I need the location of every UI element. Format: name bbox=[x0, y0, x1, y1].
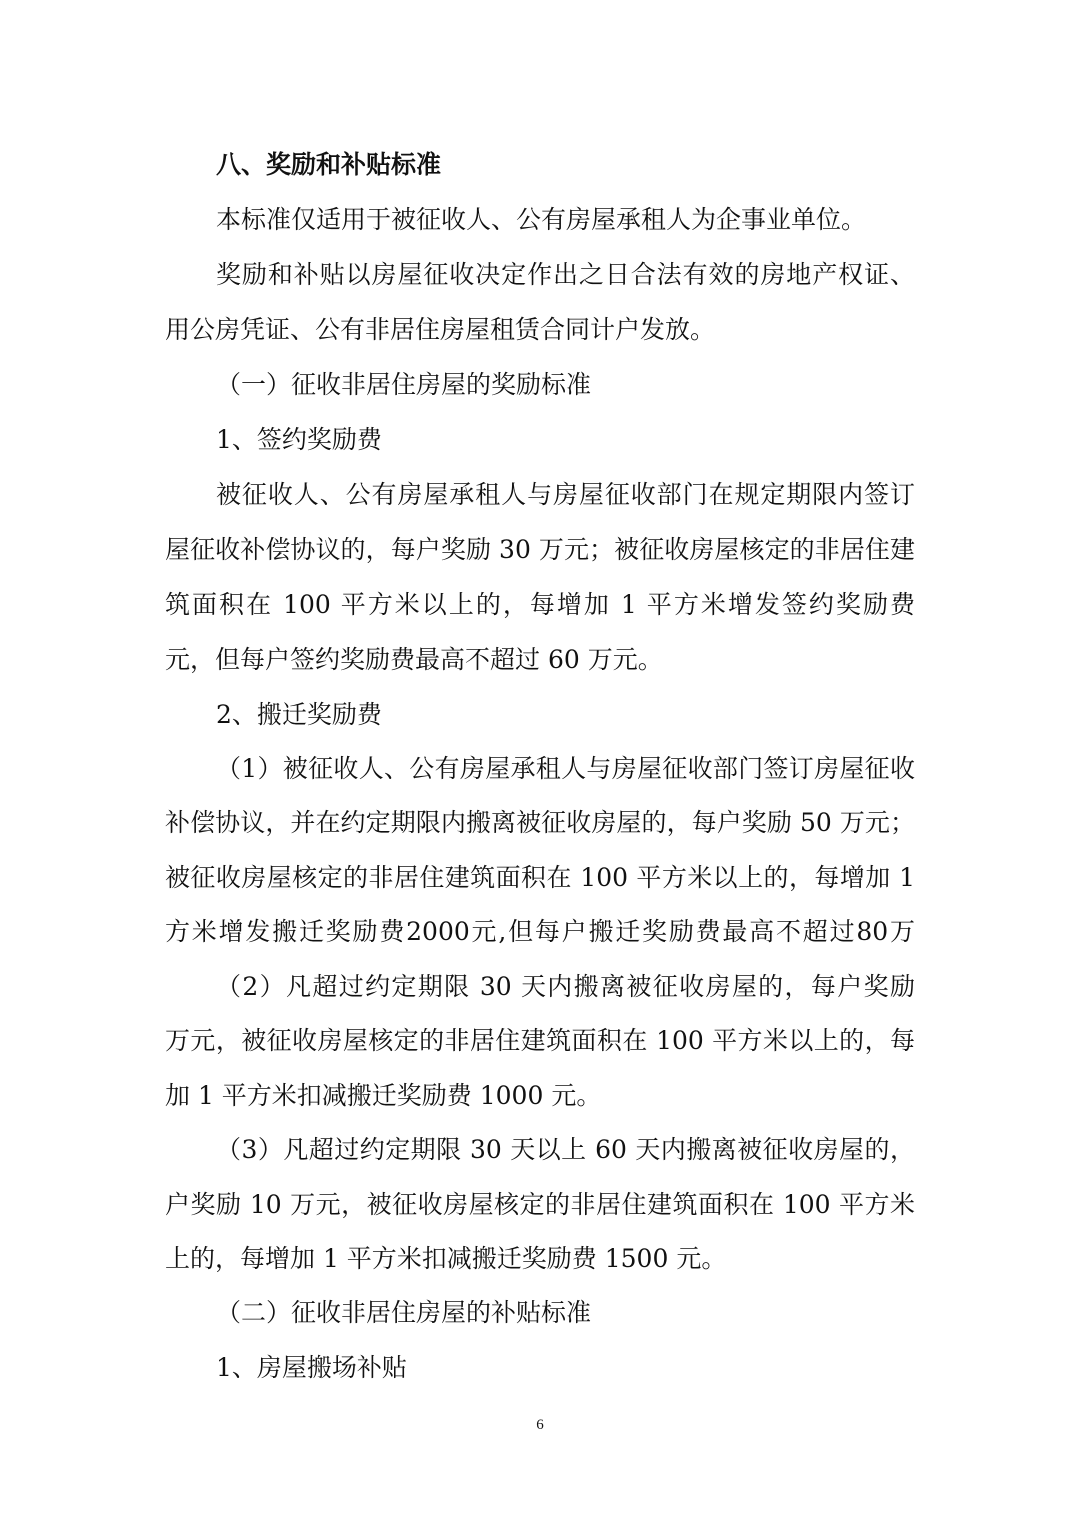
paragraph-line: 上的，每增加 1 平方米扣减搬迁奖励费 1500 元。 bbox=[165, 1244, 727, 1273]
paragraph-line: 本标准仅适用于被征收人、公有房屋承租人为企事业单位。 bbox=[216, 205, 867, 234]
paragraph-line: 屋征收补偿协议的，每户奖励 30 万元；被征收房屋核定的非居住建 bbox=[165, 535, 915, 564]
paragraph-line: （3）凡超过约定期限 30 天以上 60 天内搬离被征收房屋的， bbox=[216, 1135, 915, 1164]
paragraph-line: 被征收人、公有房屋承租人与房屋征收部门在规定期限内签订 bbox=[216, 480, 915, 509]
paragraph-line: 户奖励 10 万元，被征收房屋核定的非居住建筑面积在 100 平方米 bbox=[165, 1190, 915, 1219]
paragraph-line: 被征收房屋核定的非居住建筑面积在 100 平方米以上的，每增加 1 bbox=[165, 863, 915, 892]
paragraph-line: 加 1 平方米扣减搬迁奖励费 1000 元。 bbox=[165, 1081, 602, 1110]
item-heading: 2、搬迁奖励费 bbox=[216, 700, 382, 729]
item-heading: 1、房屋搬场补贴 bbox=[216, 1353, 407, 1382]
paragraph-line: 方米增发搬迁奖励费2000元,但每户搬迁奖励费最高不超过80万 bbox=[165, 917, 915, 946]
page-number: 6 bbox=[536, 1417, 544, 1433]
section-heading: 八、奖励和补贴标准 bbox=[216, 150, 442, 179]
paragraph-line: 补偿协议，并在约定期限内搬离被征收房屋的，每户奖励 50 万元； bbox=[165, 808, 915, 837]
paragraph-line: 筑面积在 100 平方米以上的，每增加 1 平方米增发签约奖励费 bbox=[165, 590, 915, 619]
subsection-heading: （一）征收非居住房屋的奖励标准 bbox=[216, 370, 592, 399]
paragraph-line: 万元，被征收房屋核定的非居住建筑面积在 100 平方米以上的，每 bbox=[165, 1026, 915, 1055]
item-heading: 1、签约奖励费 bbox=[216, 425, 382, 454]
paragraph-line: 元，但每户签约奖励费最高不超过 60 万元。 bbox=[165, 645, 663, 674]
paragraph-line: （1）被征收人、公有房屋承租人与房屋征收部门签订房屋征收 bbox=[216, 754, 915, 783]
subsection-heading: （二）征收非居住房屋的补贴标准 bbox=[216, 1298, 592, 1327]
paragraph-line: 用公房凭证、公有非居住房屋租赁合同计户发放。 bbox=[165, 315, 716, 344]
paragraph-line: 奖励和补贴以房屋征收决定作出之日合法有效的房地产权证、 bbox=[216, 260, 915, 289]
paragraph-line: （2）凡超过约定期限 30 天内搬离被征收房屋的，每户奖励 bbox=[216, 972, 915, 1001]
